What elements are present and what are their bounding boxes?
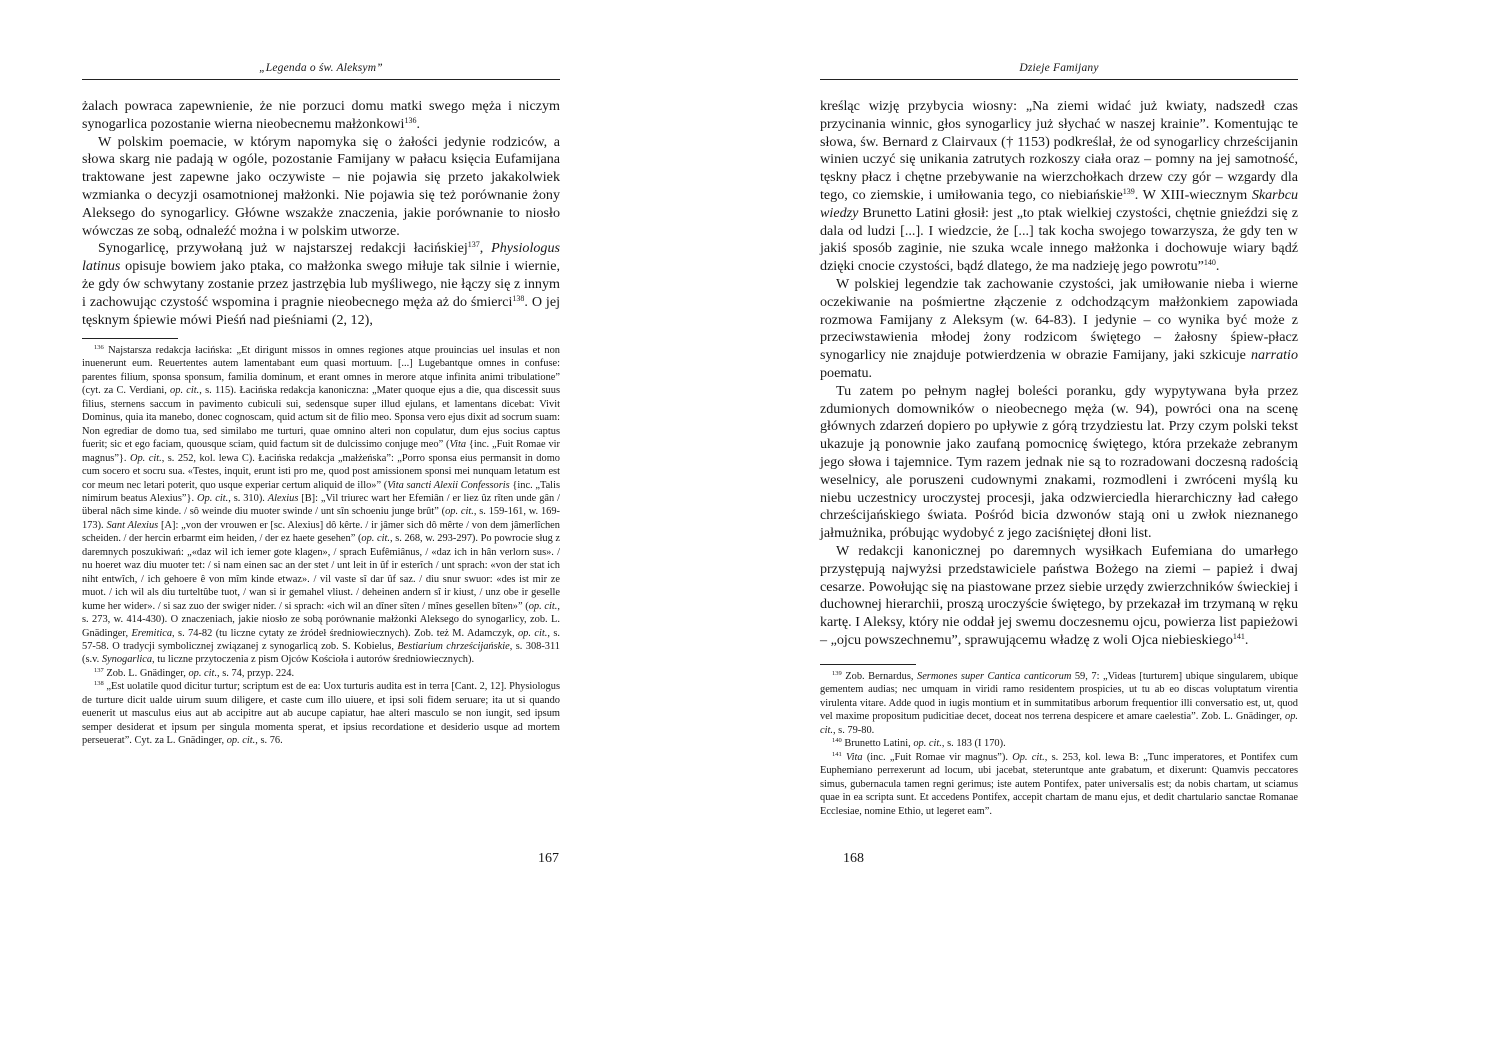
body-text (820, 98, 1298, 650)
paragraph: W polskim poemacie, w którym napomyka się o żałości jedynie rodziców, a słowa skarg nie padają w ogóle, pozostanie Famijany w pałacu księcia Eufamijana traktowane jest zapewne jako oczywiste – nie pojawia się przeto jakakolwiek wzmianka o decyzji osamotnionej małżonki. Nie pojawia się też porównanie żony Aleksego do synogarlicy. Główne wszakże znaczenia, jakie porównanie to niosło wówczas ze sobą, odnaleźć można i w polskim utworze. (82, 133, 560, 239)
running-head: „Legenda o św. Aleksym” (259, 62, 383, 74)
footnotes (820, 670, 1298, 818)
italic-text: op. cit. (188, 667, 218, 679)
footnote-marker: 141 (832, 750, 842, 758)
footnote: $^{137}$ Zob. L. Gnädinger, op. cit., s. 74, przyp. 224. (94, 666, 295, 679)
italic-text: op. cit. (528, 600, 558, 612)
footnote-marker: 139 (832, 670, 842, 677)
italic-text: op. cit. (361, 533, 390, 545)
footnote: $^{136}$ Najstarsza redakcja łacińska: „Et dirigunt missos in omnes regiones atque prouincias uel insulas et non inuenerunt eum. Reuertentes autem lamentabant eum quasi mortuum. [...] Lugebantque omnes in confuse: parentes filium, sponsa sponsum, familia dominum, et erant omnes in merore atque infinita animi tribulatione” (cyt. za C. Verdiani, op. cit., s. 115). Łacińska redakcja kanoniczna: „Mater quoque ejus a die, qua discessit suus filius, sternens saccum in pavimento cubiculi sui, sedensque super illud ejulans, et lamentans dicebat: Vivit Dominus, quia ita manebo, donec cognoscam, quid actum sit de filio meo. Sponsa vero ejus dixit ad socrum suam: Non egrediar de domo tua, sed similabo me turturi, quae omnino alteri non copulatur, dum ejus socius captus fuerit; sic et ego faciam, quousque sciam, quid factum sit de dulcissimo conjuge meo” (Vita {inc. „Fuit Romae vir magnus”}. Op. cit., s. 252, kol. lewa C). Łacińska redakcja „małżeńska”: „Porro sponsa eius permansit in domo cum socero et socru sua. «Testes, inquit, erunt isti pro me, quod post amissionem sponsi mei nunquam letatum est cor meum nec letari poterit, quo usque experiar certum aliquid de illo»” (Vita sancti Alexii Confessoris {inc. „Talis nimirum beatus Alexius”}. Op. cit., s. 310). Alexius [B]: „Vil triurec wart her Efemiân / er liez ûz rîten unde gân / überal nâch sime kinde. / sô weinde diu muoter swinde / unt sîn schoeniu junge brût” (op. cit., s. 159-161, w. 169-173). Sant Alexius [A]: „von der vrouwen er [sc. Alexius] dô kêrte. / ir jâmer sich dô mêrte / von dem jâmerlîchen scheiden. / der hercin erbarmt eim heiden, / der ez haete gesehen” (op. cit., s. 268, w. 293-297). Po powrocie sług z daremnych poszukiwań: „«daz wil ich iemer gote klagen», / sprach Eufêmiânus, / «daz ich in hân verlorn sus». / nu hoeret waz diu muoter tet: / si nam einen sac an der stet / unt leit in ûf ir esterîch / unt sprach: «von der stat ich niht entwîch, / ich gehoere ê von mîm kinde etwaz». / vil vaste sî dar ûf saz. / diu snur swuor: «des ist mir ze muot. / ich wil als diu turteltûbe tuot, / wan si ir gemahel vliust. / deheinen andern sî ir kiust, / unz obe ir geselle kume her wider». / si saz zuo der swiger nider. / si sprach: «ich wil an dîner sîten / mînes gesellen bîten»” (op. cit., s. 273, w. 414-430). O znaczeniach, jakie niosło ze sobą porównanie małżonki Aleksego do synogarlicy, zob. L. Gnädinger, Eremitica, s. 74-82 (tu liczne cytaty ze źródeł średniowiecznych). Zob. też M. Adamczyk, op. cit., s. 57-58. O tradycji symbolicznej związanej z synogarlicą zob. S. Kobielus, Bestiarium chrześcijańskie, s. 308-311 (s.v. Synogarlica, tu liczne przytoczenia z pism Ojców Kościoła i autorów średniowiecznych). (82, 344, 560, 666)
italic-text: Sermones super Cantica canticorum (917, 671, 1072, 682)
footnote: $^{139}$ Zob. Bernardus, Sermones super Cantica canticorum 59, 7: „Videas [turturem] ubique singularem, ubique gementem audias; nec umquam in viridi ramo residentem prospicies, ut tu ab eo discas voluptatum virentia virulenta vitare. Adde quod in iugis montium et in summitatibus arborum frequentior illi conversatio est, ut, quod vel maxime propositum pudicitiae decet, doceat nos terrena despicere et amare caelestia”. Zob. L. Gnädinger, op. cit., s. 79-80. (820, 670, 1299, 736)
footnote: $^{141}$ Vita (inc. „Fuit Romae vir magnus”). Op. cit., s. 253, kol. lewa B: „Tunc imperatores, et Pontifex cum Euphemiano perrexerunt ad locum, ubi jacebat, steteruntque ante grabatum, et dixerunt: Quamvis peccatores simus, gubernacula tamen regni gerimus; iste autem Pontifex, pater universalis est; da nobis chartam, ut sciamus quae in ea scripta sunt. Et accedens Pontifex, accepit chartam de manu ejus, et dedit chartulario sanctae Romanae Ecclesiae, nomine Ethio, ut legeret eam”. (820, 750, 1298, 817)
italic-text: Vita sancti Alexii Confessoris (387, 479, 510, 491)
page-number: 168 (843, 851, 864, 866)
footnotes (82, 344, 560, 748)
italic-text: op. cit. (445, 506, 474, 518)
footnote-marker: 138 (512, 293, 525, 303)
italic-text: op. cit. (517, 627, 548, 639)
paragraph: Tu zatem po pełnym nagłej boleści poranku, gdy wypytywana była przez zdumionych domowników o nieobecnego męża (w. 94), powróci ona na scenę głównych zdarzeń dopiero po upływie z górą trzydziestu lat. Przy czym polski tekst ukazuje ją ponownie jako zaufaną pomocnicę świętego, która przekaże zebranym jego słowa i tajemnice. Tym razem jednak nie są to rozradowani doczesną radością weselnicy, ale poruszeni cudownymi znakami, rozmodleni i zwróceni myślą ku niebu uczestnicy uroczystej procesji, jaka odzwierciedla hierarchiczny ład całego chrześcijańskiego świata. Pośród bicia dzwonów stają oni u zwłok nieznanego jałmużnika, próbując wydobyć z jego zaciśniętej dłoni list. (820, 382, 1298, 542)
italic-text: Op. cit. (197, 492, 229, 504)
paragraph: Synogarlicę, przywołaną już w najstarszej redakcji łacińskiej$^{137}$, Physiologus latinus opisuje bowiem jako ptaka, co małżonka swego miłuje tak silnie i wiernie, że gdy ów schwytany zostanie przez jastrzębia lub myśliwego, nie łączy się z innym i zachowując czystość wspomina i pragnie nieobecnego męża aż do śmierci$^{138}$. O jej tęsknym śpiewie mówi Pieśń nad pieśniami (2, 12), (82, 240, 560, 328)
footnote-marker: 140 (832, 737, 842, 745)
italic-text: Physiologus latinus (82, 240, 560, 275)
page-number: 167 (538, 851, 559, 866)
paragraph: W redakcji kanonicznej po daremnych wysiłkach Eufemiana do umarłego przystępują najwyżsi przedstawiciele państwa Bożego na ziemi – papież i dwaj cesarze. Powołując się na piastowane przez siebie urzędy zwierzchników świeckiej i duchownej hierarchii, proszą uroczyście świętego, by przekazał im trzymaną w ręku kartę. I Aleksy, który nie oddał jej swemu doczesnemu ojcu, powierza list papieżowi – „ojcu powszechnemu”, sprawującemu władzę z woli Ojca niebieskiego$^{141}$. (820, 542, 1298, 648)
italic-text: op. cit. (913, 738, 942, 750)
italic-text: Vita (846, 751, 863, 763)
header-rule (820, 79, 1298, 80)
italic-text: Sant Alexius (106, 519, 159, 531)
paragraph: kreśląc wizję przybycia wiosny: „Na ziemi widać już kwiaty, nadszedł czas przycinania winnic, głos synogarlicy już słychać w naszej krainie”. Komentując te słowa, św. Bernard z Clairvaux († 1153) podkreślał, że od synogarlicy chrześcijanin winien uczyć się unikania zatrutych rozkoszy ciała oraz – pomny na jej samotność, tęskny płacz i chętne przebywanie na wierzchołkach drzew czy gór – wzgardy dla tego, co ziemskie, i umiłowania tego, co niebiańskie$^{139}$. W XIII-wiecznym Skarbcu wiedzy Brunetto Latini głosił: jest „to ptak wielkiej czystości, chętnie gnieździ się z dala od ludzi [...]. I wiedzcie, że [...] tak kocha swojego towarzysza, że gdy ten w jakiś sposób zaginie, nie szuka wcale innego małżonka i dochowuje wiary bądź dzięki cnocie czystości, bądź dlatego, że ma nadzieję jego powrotu”$^{140}$. (820, 98, 1298, 275)
footnote-marker: 136 (404, 115, 417, 125)
footnote-marker: 140 (1203, 258, 1216, 268)
footnote-rule (820, 664, 916, 665)
italic-text: Alexius (267, 492, 299, 504)
footnote-marker: 137 (94, 666, 104, 674)
italic-text: op. cit. (226, 735, 256, 747)
footnote-marker: 138 (94, 680, 104, 688)
italic-text: Synogarlica (101, 654, 153, 666)
paragraph: żalach powraca zapewnienie, że nie porzuci domu matki swego męża i niczym synogarlica pozostanie wierna nieobecnemu małżonkowi$^{136}$. (82, 98, 560, 132)
footnote-marker: 136 (94, 344, 104, 351)
footnote-marker: 141 (1232, 631, 1245, 641)
footnote-marker: 137 (467, 240, 480, 250)
footnote: $^{140}$ Brunetto Latini, op. cit., s. 183 (I 170). (832, 737, 1006, 750)
running-head: Dzieje Famijany (1019, 62, 1099, 74)
paragraph: W polskiej legendzie tak zachowanie czystości, jak umiłowanie nieba i wierne oczekiwanie na pośmiertne złączenie z odchodzącym małżonkiem zapowiada rozmowa Famijany z Aleksym (w. 64-83). I jedynie – co wynika być może z przeciwstawienia młodej żony rodzicom świętego – żałosny śpiew-płacz synogarlicy nie znajduje potwierdzenia w obrazie Famijany, jaki szkicuje narratio poematu. (820, 275, 1298, 381)
italic-text: Eremitica (131, 627, 173, 639)
footnote-marker: 139 (1122, 186, 1135, 196)
footnote: $^{138}$ „Est uolatile quod dicitur turtur; scriptum est de ea: Uox turturis audita est in terra [Cant. 2, 12]. Physiologus de turture dicit ualde uirum suum diligere, et caste cum illo uiuere, et ipsi soli fidem seruare; ita ut si quando euenerit ut masculus eius aut ab accipitre aut ab aucupe capiatur, hae alteri masculo se non iungit, sed ipsum semper desiderat et ipsum per singula momenta sperat, et ipsius recordatione et desiderio usque ad mortem perseuerat”. Cyt. za L. Gnädinger, op. cit., s. 76. (82, 680, 560, 747)
footnote-rule (82, 338, 178, 339)
italic-text: op. cit. (820, 711, 1298, 736)
italic-text: Op. cit. (129, 452, 162, 464)
italic-text: Op. cit. (1012, 751, 1045, 763)
italic-text: Skarbcu wiedzy (820, 186, 1298, 221)
italic-text: narratio (1251, 347, 1298, 364)
header-rule (82, 79, 560, 80)
italic-text: Bestiarium chrześcijańskie (397, 640, 510, 652)
italic-text: op. cit. (170, 385, 200, 397)
body-text (82, 98, 560, 329)
italic-text: Vita (449, 439, 467, 451)
